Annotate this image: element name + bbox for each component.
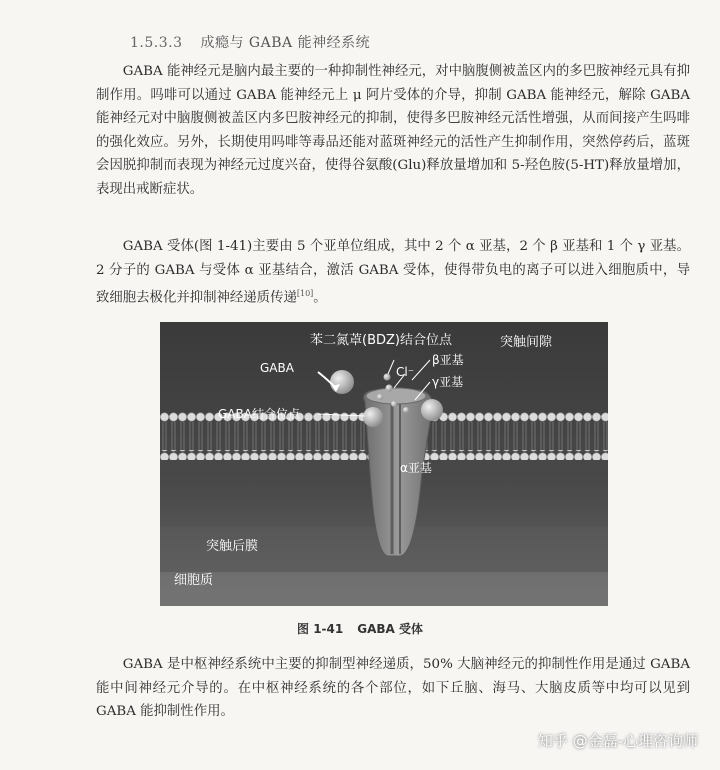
label-bdz-site: 苯二氮䓬(BDZ)结合位点 <box>310 333 452 348</box>
label-alpha: α亚基 <box>400 461 432 475</box>
label-synaptic-cleft: 突触间隙 <box>500 335 553 350</box>
cl-ion <box>403 407 409 413</box>
label-cytoplasm: 细胞质 <box>174 573 214 588</box>
cytoplasm-region <box>160 572 608 606</box>
paragraph-2-body: GABA 受体(图 1-41)主要由 5 个亚单位组成，其中 2 个 α 亚基，2 个 β 亚基和 1 个 γ 亚基。2 分子的 GABA 与受体 α 亚基结合，激活 GABA 受体，使得带负电的离子可以进入细胞质中，导致细胞去极化并抑制神经递质传递 <box>96 239 690 306</box>
label-gamma: γ亚基 <box>432 375 464 389</box>
label-beta: β亚基 <box>432 353 464 367</box>
gaba-receptor-figure <box>160 322 608 606</box>
paragraph-1-text: GABA 能神经元是脑内最主要的一种抑制性神经元，对中脑腹侧被盖区内的多巴胺神经元具有抑制作用。吗啡可以通过 GABA 能神经元上 μ 阿片受体的介导，抑制 GABA 能神经元，解除 GABA 能神经元对中脑腹侧被盖区内多巴胺神经元的抑制，使得多巴胺神经元活性增强，从而间接产生吗啡的强化效应。另外，长期使用吗啡等毒品还能对蓝斑神经元的活性产生抑制作用，突然停药后，蓝斑会因脱抑制而表现为神经元过度兴奋，使得谷氨酸(Glu)释放量增加和 5-羟色胺(5-HT)释放量增加，表现出戒断症状。 <box>96 64 690 197</box>
cl-ion <box>377 394 383 400</box>
paragraph-2 <box>96 235 690 310</box>
label-postsynaptic-membrane: 突触后膜 <box>206 539 259 554</box>
label-cl: Cl⁻ <box>396 365 415 379</box>
watermark: 知乎 @金磊-心理咨询师 <box>537 732 698 750</box>
gaba-binding-ball-left <box>363 407 383 427</box>
label-gaba: GABA <box>260 361 294 375</box>
citation-ref: [10] <box>296 289 314 299</box>
section-title: 成瘾与 GABA 能神经系统 <box>200 35 371 51</box>
cl-ion <box>384 374 391 381</box>
cl-ion <box>386 385 393 392</box>
gaba-binding-ball-right <box>421 399 443 421</box>
paragraph-2-text <box>96 235 690 310</box>
section-number: 1.5.3.3 <box>130 35 183 51</box>
figure-caption-text: GABA 受体 <box>357 622 423 636</box>
figure-caption <box>0 620 720 637</box>
figure-caption-number: 图 1-41 <box>297 622 344 636</box>
paragraph-3 <box>96 653 690 724</box>
section-heading <box>130 32 370 52</box>
paragraph-1 <box>96 60 690 202</box>
paragraph-3-text: GABA 是中枢神经系统中主要的抑制型神经递质，50% 大脑神经元的抑制性作用是通过 GABA 能中间神经元介导的。在中枢神经系统的各个部位，如下丘脑、海马、大脑皮质等中均可以见到 GABA 能抑制性作用。 <box>96 657 690 720</box>
gaba-molecule <box>330 370 354 394</box>
cl-ion <box>391 401 397 407</box>
paragraph-2-end: 。 <box>313 290 327 306</box>
label-gaba-site: GABA结合位点 <box>218 407 300 421</box>
receptor-diagram <box>160 322 608 606</box>
